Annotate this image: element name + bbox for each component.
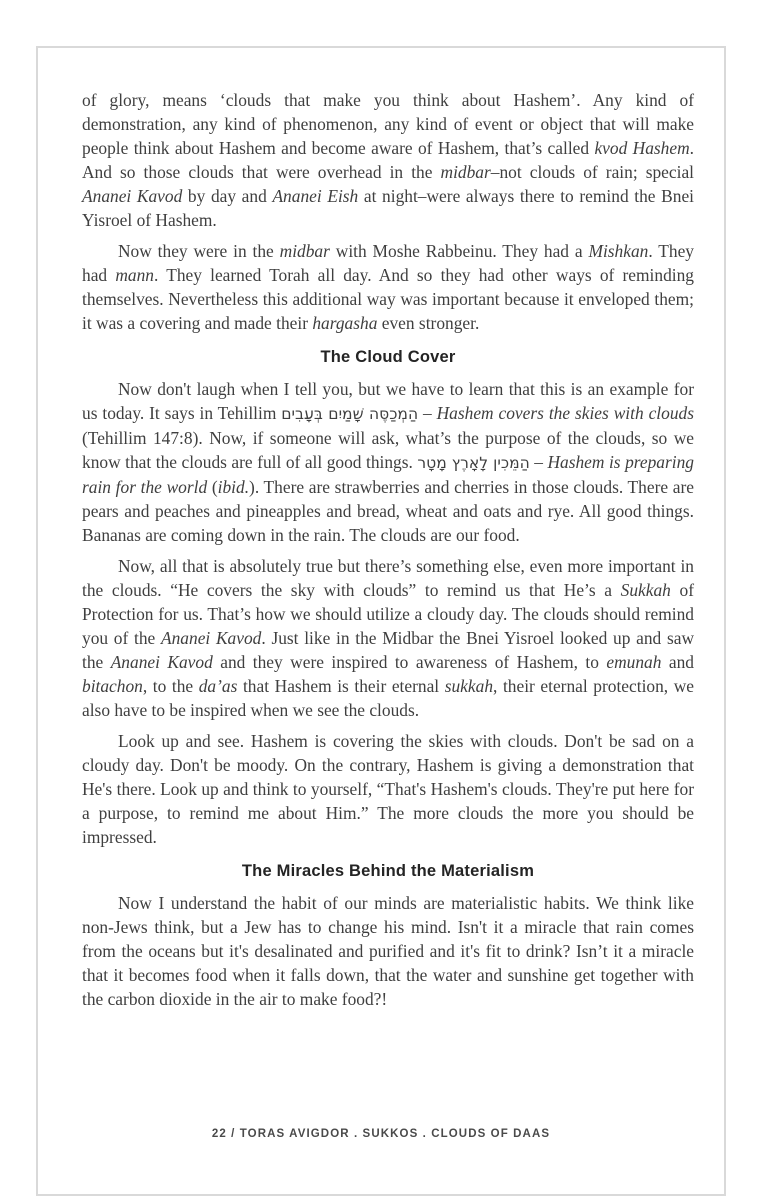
text-run: –: [529, 452, 548, 472]
book-page: [36, 46, 726, 1196]
section-heading: The Miracles Behind the Materialism: [241, 862, 535, 880]
text-run: ). There are strawberries and cherries in those clouds. There are pears and peaches and pineapples and bread, wheat and oats and rye. All good things. Bananas are coming down in the rain. The clouds are our food.: [82, 477, 695, 545]
text-run: –: [418, 403, 437, 423]
italic-run: kvod Hashem: [594, 138, 690, 158]
text-run: that Hashem is their eternal: [237, 676, 445, 696]
italic-run: Ananei Kavod: [160, 628, 262, 648]
paragraph: [82, 891, 694, 1011]
italic-run: Hashem is preparing rain for the world: [82, 452, 694, 497]
italic-run: da’as: [198, 676, 238, 696]
text-run: –not clouds of rain; special: [490, 162, 694, 182]
paragraph: [82, 239, 694, 335]
paragraph: [82, 377, 694, 547]
text-run: with Moshe Rabbeinu. They had a: [329, 241, 589, 261]
paragraph: [82, 554, 694, 722]
text-run: and they were inspired to awareness of Hashem, to: [212, 652, 607, 672]
italic-run: emunah: [606, 652, 662, 672]
text-run: . And so those clouds that were overhead in the: [82, 138, 695, 182]
text-run: , to the: [142, 676, 199, 696]
text-run: of Protection for us. That’s how we should utilize a cloudy day. The clouds should remind you of the: [82, 580, 694, 648]
text-run: Look up and see. Hashem is covering the skies with clouds. Don't be sad on a cloudy day. Don't be moody. On the contrary, Hashem is giving a demonstration that He's there. Look up and think to yourself, “That's Hashem's clouds. They're put here for a purpose, to remind me about Him.” The more clouds the more you should be impressed.: [82, 731, 694, 847]
text-run: by day and: [182, 186, 273, 206]
hebrew-text: הַמֵּכִין לָאָרֶץ מָטָר: [417, 454, 530, 472]
text-run: Now they were in the: [118, 241, 280, 261]
italic-run: Mishkan: [588, 241, 649, 261]
text-run: (: [207, 477, 218, 497]
text-run: even stronger.: [377, 313, 480, 333]
text-run: Now don't laugh when I tell you, but we have to learn that this is an example for us today. It says in Tehillim: [82, 379, 694, 423]
text-run: , their eternal protection, we also have to be inspired when we see the clouds.: [82, 676, 694, 720]
italic-run: midbar: [279, 241, 330, 261]
italic-run: mann: [115, 265, 154, 285]
italic-run: Sukkah: [620, 580, 671, 600]
italic-run: sukkah: [444, 676, 494, 696]
paragraph: [82, 729, 694, 849]
paragraph: [82, 88, 694, 232]
text-run: . They learned Torah all day. And so they had other ways of reminding themselves. Nevertheless this additional way was important because it enveloped them; it was a covering and made their: [82, 265, 694, 333]
text-run: of glory, means ‘clouds that make you think about Hashem’. Any kind of demonstration, any kind of phenomenon, any kind of event or object that will make people think about Hashem and become aware of Hashem, that’s called: [82, 90, 694, 158]
italic-run: bitachon: [82, 676, 143, 696]
italic-run: midbar: [440, 162, 491, 182]
italic-run: Ananei Kavod: [110, 652, 213, 672]
hebrew-text: הַמְכַסֶּה שָׁמַיִם בְּעָבִים: [281, 405, 419, 423]
text-run: at night–were always there to remind the Bnei Yisroel of Hashem.: [82, 186, 694, 230]
text-run: (Tehillim 147:8). Now, if someone will ask, what’s the purpose of the clouds, so we know that the clouds are full of all good things.: [82, 428, 694, 472]
text-run: Now I understand the habit of our minds are materialistic habits. We think like non-Jews think, but a Jew has to change his mind. Isn't it a miracle that rain comes from the oceans but it's desalinated and purified and it's fit to drink? Isn’t it a miracle that it becomes food when it falls down, that the water and sunshine get together with the carbon dioxide in the air to make food?!: [82, 893, 694, 1009]
text-run: . Just like in the Midbar the Bnei Yisroel looked up and saw the: [82, 628, 695, 672]
italic-run: Ananei Kavod: [82, 186, 183, 206]
italic-run: ibid.: [217, 477, 250, 497]
italic-run: hargasha: [312, 313, 378, 333]
italic-run: Ananei Eish: [272, 186, 359, 206]
italic-run: Hashem covers the skies with clouds: [436, 403, 694, 423]
page-body: [38, 48, 724, 1011]
text-run: . They had: [82, 241, 694, 285]
page-footer: 22 / TORAS AVIGDOR . SUKKOS . CLOUDS OF DAAS: [211, 1128, 551, 1140]
section-heading: The Cloud Cover: [320, 348, 456, 366]
text-run: Now, all that is absolutely true but there’s something else, even more important in the clouds. “He covers the sky with clouds” to remind us that He’s a: [82, 556, 694, 600]
text-run: and: [661, 652, 694, 672]
